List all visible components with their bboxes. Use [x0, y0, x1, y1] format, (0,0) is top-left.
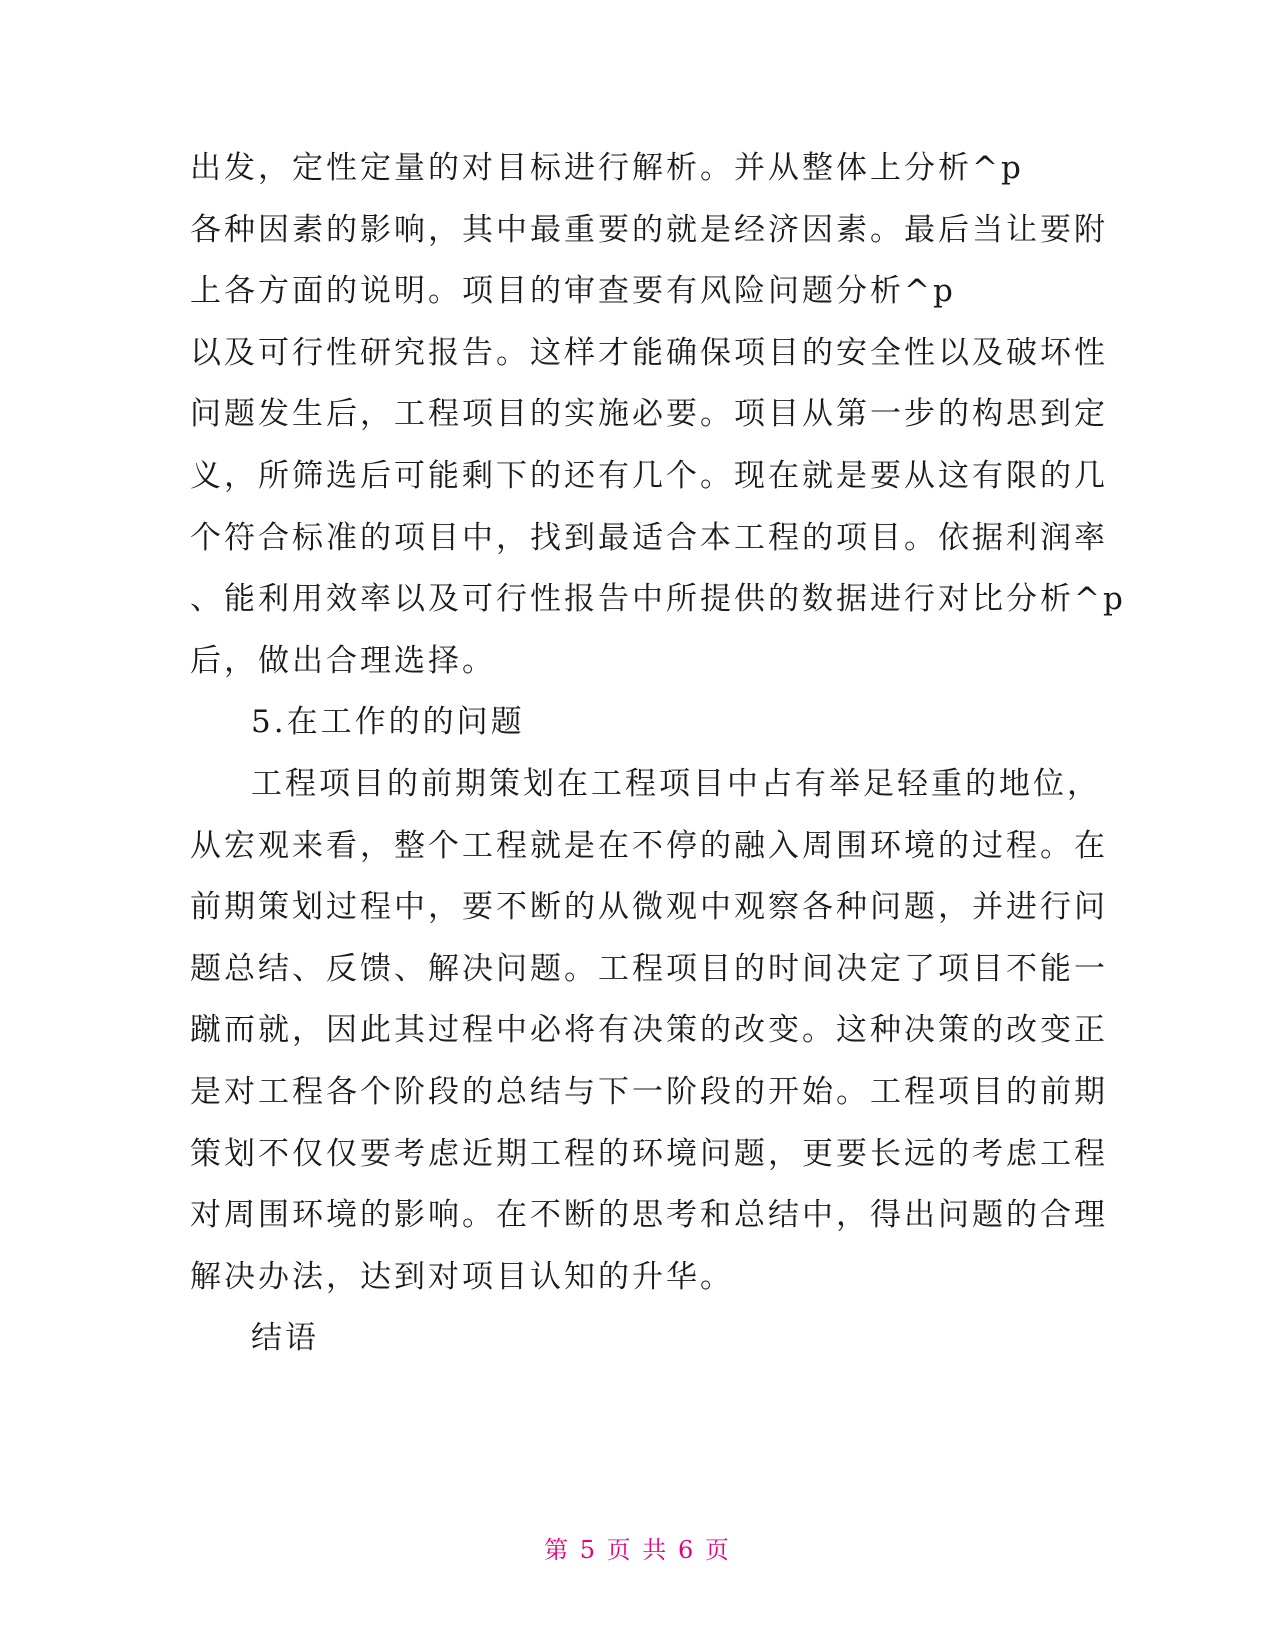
- body-text-line: 、能利用效率以及可行性报告中所提供的数据进行对比分析^p: [190, 581, 1126, 617]
- body-text-line: 后，做出合理选择。: [190, 643, 496, 679]
- body-text-line: 出发，定性定量的对目标进行解析。并从整体上分析^p: [190, 150, 1024, 186]
- body-text-line: 问题发生后，工程项目的实施必要。项目从第一步的构思到定: [190, 396, 1108, 432]
- body-text-line: 题总结、反馈、解决问题。工程项目的时间决定了项目不能一: [190, 951, 1108, 987]
- body-text-line: 上各方面的说明。项目的审查要有风险问题分析^p: [190, 273, 956, 309]
- body-text-line: 前期策划过程中，要不断的从微观中观察各种问题，并进行问: [190, 889, 1108, 925]
- body-text-line: 策划不仅仅要考虑近期工程的环境问题，更要长远的考虑工程: [190, 1136, 1108, 1172]
- body-text-line: 个符合标准的项目中，找到最适合本工程的项目。依据利润率: [190, 520, 1108, 556]
- body-text-line: 工程项目的前期策划在工程项目中占有举足轻重的地位，: [251, 766, 1101, 802]
- body-text-line: 对周围环境的影响。在不断的思考和总结中，得出问题的合理: [190, 1197, 1108, 1233]
- body-text-line: 各种因素的影响，其中最重要的就是经济因素。最后当让要附: [190, 212, 1108, 248]
- body-text-line: 解决办法，达到对项目认知的升华。: [190, 1259, 734, 1295]
- body-text-line: 以及可行性研究报告。这样才能确保项目的安全性以及破坏性: [190, 335, 1108, 371]
- body-text-line: 是对工程各个阶段的总结与下一阶段的开始。工程项目的前期: [190, 1074, 1108, 1110]
- body-text-line: 义，所筛选后可能剩下的还有几个。现在就是要从这有限的几: [190, 458, 1108, 494]
- section-heading: 结语: [251, 1320, 319, 1356]
- body-text-line: 从宏观来看，整个工程就是在不停的融入周围环境的过程。在: [190, 828, 1108, 864]
- body-text-line: 蹴而就，因此其过程中必将有决策的改变。这种决策的改变正: [190, 1012, 1108, 1048]
- page-number-footer: 第 5 页 共 6 页: [544, 1536, 731, 1564]
- section-heading: 5.在工作的的问题: [251, 704, 525, 740]
